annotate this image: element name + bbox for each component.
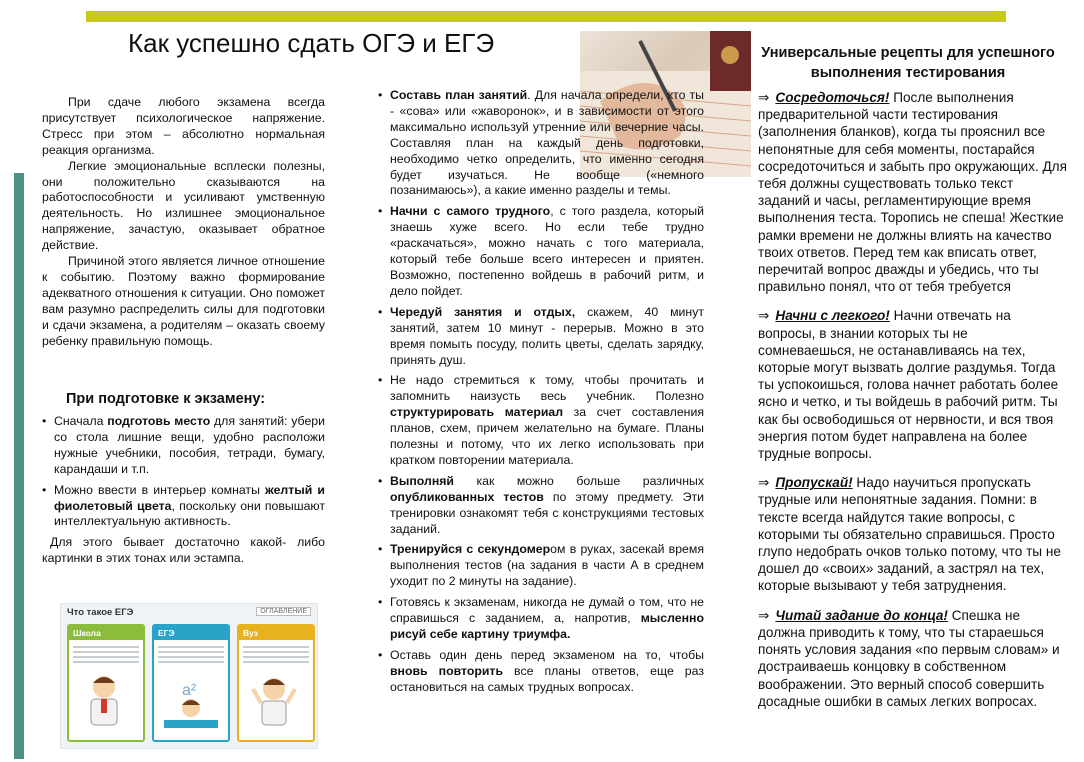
ege-card: ЕГЭ a² bbox=[152, 624, 230, 742]
ege-illustration bbox=[60, 603, 318, 749]
preparation-list bbox=[42, 414, 325, 567]
list-item: • Сначала подготовь место для занятий: убери со стола лишние вещи, удобно расположи нужные учебники, пособия, тетради, бумагу, карандаши и т.п. bbox=[42, 414, 325, 478]
top-accent-bar bbox=[86, 11, 1006, 22]
recipe-item: ⇒ Читай задание до конца! Спешка не должна приводить к тому, что ты стараешься понять условия задания «по первым словам» и достраиваешь концовку в собственном воображении. Это верный способ совершить досадные ошибки в самых легких вопросах. bbox=[758, 607, 1060, 709]
school-card: Школа bbox=[67, 624, 145, 742]
intro-paragraph-1: При сдаче любого экзамена всегда присутствует психологическое напряжение. Стресс при этом – абсолютно нормальная реакция организма. bbox=[42, 95, 325, 157]
page-title: Как успешно сдать ОГЭ и ЕГЭ bbox=[128, 28, 495, 58]
student-figure-icon bbox=[69, 669, 139, 733]
preparation-heading: При подготовке к экзамену: bbox=[66, 391, 266, 407]
student-desk-icon bbox=[156, 698, 226, 738]
list-item: • Не надо стремиться к тому, чтобы прочитать и запомнить наизусть весь учебник. Полезно структурировать материал за счет составления планов, схем, причем желательно на бумаге. Планы полезны и потому, что их легко использовать при кратком повторении материала. bbox=[378, 373, 704, 468]
tips-column bbox=[378, 88, 704, 701]
list-item: • Тренируйся с секундомером в руках, засекай время выполнения тестов (на задания в части А в среднем уходит по 2 минуты на задание). bbox=[378, 542, 704, 590]
recipe-item: ⇒ Сосредоточься! После выполнения предварительной части тестирования (заполнения бланков), когда ты прояснил все непонятные для себя моменты, постарайся сосредоточиться и забыть про окружающих. Для тебя должны существовать только текст заданий и часы, регламентирующие время выполнения теста. Торопись не спеша! Жесткие рамки времени не должны влиять на качество твоих ответов. Перед тем как вписать ответ, перечитай вопрос дважды и убедись, что ты правильно понял, что от тебя требуется bbox=[758, 90, 1067, 295]
recipes-heading: Универсальные рецепты для успешного выполнения тестирования bbox=[761, 45, 1055, 81]
arrow-right-icon: ⇒ bbox=[758, 90, 770, 105]
arrow-right-icon: ⇒ bbox=[758, 475, 770, 491]
list-item: • Начни с самого трудного, с того раздела, который знаешь хуже всего. Но если тебе трудно «раскачаться», можно начать с того материала, который тебе больше всего интересен и приятен. Возможно, постепенно войдешь в рабочий ритм, и дело пойдет. bbox=[378, 204, 704, 299]
list-item: • Можно ввести в интерьер комнаты желтый и фиолетовый цвета, поскольку они повышают интеллектуальную активность. bbox=[42, 483, 325, 531]
recipes-column bbox=[758, 89, 1068, 722]
list-item: • Выполняй как можно больше различных опубликованных тестов по этому предмету. Эти тренировки ознакомят тебя с конструкциями тестовых заданий. bbox=[378, 474, 704, 538]
arrow-right-icon: ⇒ bbox=[758, 607, 770, 623]
list-item: • Чередуй занятия и отдых, скажем, 40 минут занятий, затем 10 минут - перерыв. Можно в это время помыть посуду, полить цветы, сделать зарядку, принять душ. bbox=[378, 305, 704, 369]
illustration-title: Что такое ЕГЭ bbox=[67, 607, 134, 618]
list-item: • Составь план занятий. Для начала определи, кто ты - «сова» или «жаворонок», и в зависимости от этого максимально используй утренние или вечерние часы. Составляя план на каждый день подготовки, необходимо четко определить, что именно сегодня будет изучаться. Не вообще («немного позанимаюсь»), а какие именно разделы и темы. bbox=[378, 88, 704, 199]
preparation-note: Для этого бывает достаточно какой- либо картинки в этих тонах или эстампа. bbox=[42, 535, 325, 566]
arrow-right-icon: ⇒ bbox=[758, 308, 770, 324]
recipe-item: ⇒ Пропускай! Надо научиться пропускать трудные или непонятные задания. Помни: в тексте всегда найдутся такие вопросы, с которыми ты обязательно справишься. Просто глупо недобрать очков только потому, что ты не дошел до «своих» заданий, а застрял на тех, которые вызывают у тебя затруднения. bbox=[758, 475, 1061, 594]
intro-paragraph-3: Причиной этого является личное отношение к событию. Поэтому важно формирование адекватного отношения к ситуации. Оно поможет вам разумно распределить силы для подготовки и сдачи экзамена, а родителям – оказать своему ребенку правильную помощь. bbox=[42, 254, 325, 348]
recipe-item: ⇒ Начни с легкого! Начни отвечать на вопросы, в знании которых ты не сомневаешься, не останавливаясь на тех, которые могут вызвать долгие раздумья. Тогда ты успокоишься, голова начнет работать более ясно и четко, и ты войдешь в рабочий ритм. Ты как бы освободишься от нервности, и вся твоя энергия потом будет направлена на более трудные вопросы. bbox=[758, 308, 1059, 462]
formula-text: a² bbox=[182, 682, 197, 699]
university-card: Вуз bbox=[237, 624, 315, 742]
intro-column bbox=[42, 95, 325, 350]
left-accent-strip bbox=[14, 173, 24, 759]
graduate-figure-icon bbox=[239, 669, 309, 733]
intro-paragraph-2: Легкие эмоциональные всплески полезны, они положительно сказываются на работоспособности и усиливают умственную деятельность. Но излишнее эмоциональное напряжение, зачастую, оказывает обратное действие. bbox=[42, 158, 325, 253]
list-item: • Готовясь к экзаменам, никогда не думай о том, что не справишься с заданием, а, напротив, мысленно рисуй себе картину триумфа. bbox=[378, 595, 704, 643]
list-item: • Оставь один день перед экзаменом на то, чтобы вновь повторить все планы ответов, еще раз остановиться на самых трудных вопросах. bbox=[378, 648, 704, 696]
contents-button[interactable]: ОГЛАВЛЕНИЕ bbox=[256, 607, 311, 616]
